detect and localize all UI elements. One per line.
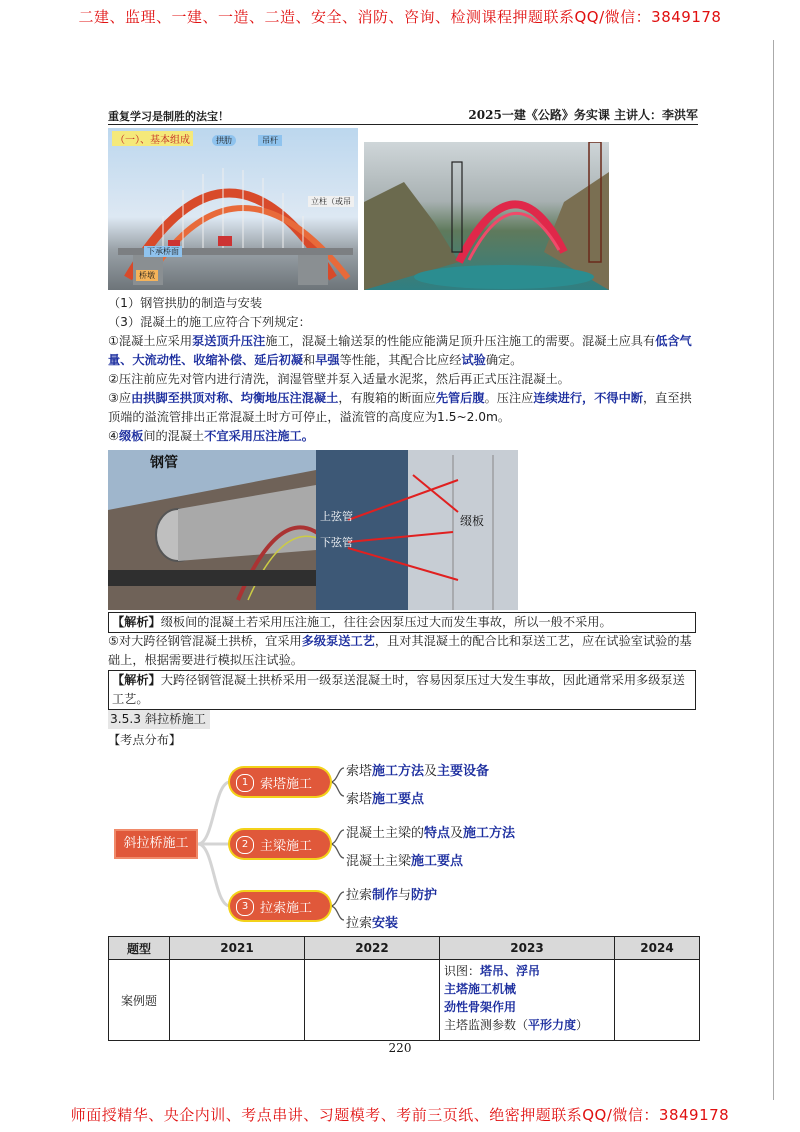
mindmap (110, 752, 700, 932)
header-cell: 题型 (109, 937, 170, 960)
emphasis: 特点 (424, 826, 451, 841)
para-rule-4 (108, 427, 698, 446)
header-rule (108, 124, 698, 125)
emphasis: 施工方法 (372, 764, 425, 779)
section-heading-353: 3.5.3 斜拉桥施工 (108, 710, 210, 729)
analysis-text: 缀板间的混凝土若采用压注施工，往往会因泵压过大而发生事故，所以一般不采用。 (160, 615, 612, 629)
branch-number-badge: 2 (236, 836, 254, 854)
row-label: 案例题 (109, 960, 170, 1041)
branch-number-badge: 1 (236, 774, 254, 792)
text: 拉索 (346, 888, 373, 903)
analysis-box-1 (108, 612, 696, 633)
header-motto: 重复学习是制胜的法宝！ (108, 110, 229, 123)
emphasis: 低含气量、大流动性、收缩补偿、延后初凝 (108, 334, 692, 367)
text: 间的混凝土 (143, 429, 205, 443)
cell-line (444, 980, 610, 998)
text: ，有腹箱的断面应 (338, 391, 436, 405)
callout-pier: 桥墩 (136, 270, 158, 281)
para-steel-rib: （1）钢管拱肋的制造与安装 (108, 296, 263, 310)
emphasis: 安装 (372, 916, 399, 931)
cell-2022 (305, 960, 440, 1041)
emphasis: 劲性骨架作用 (444, 1000, 517, 1014)
mindmap-branch-tower (230, 768, 330, 796)
mindmap-leaf (346, 850, 463, 869)
para-rule-3 (108, 389, 698, 427)
section-label: （一）、基本组成 (112, 131, 193, 146)
label-lower-chord: 下弦管 (320, 536, 353, 549)
emphasis: 试验 (461, 353, 486, 367)
emphasis: 先管后腹 (435, 391, 485, 405)
text: ，直至拱顶端的溢流管排出正常混凝土时方可停止，溢流管的高度应为1.5~2.0m。 (108, 391, 692, 424)
text: ⑤对大跨径钢管混凝土拱桥，宜采用 (108, 634, 302, 648)
emphasis: 早强 (315, 353, 340, 367)
cell-line (444, 998, 610, 1016)
emphasis: 施工方法 (463, 826, 516, 841)
text: 确定。 (485, 353, 523, 367)
text: 施工，混凝土输送泵的性能应能满足顶升压注施工的需要。混凝土应具有 (265, 334, 656, 348)
callout-deck: 下承桥面 (144, 246, 182, 257)
emphasis: 缀板 (118, 429, 144, 443)
header-course: 2025一建《公路》务实课 主讲人：李洪军 (468, 108, 698, 122)
text: 混凝土主梁的 (346, 826, 425, 841)
para-rule-2: ②压注前应先对管内进行清洗，润湿管壁并泵入适量水泥浆，然后再正式压注混凝土。 (108, 372, 570, 386)
callout-column: 立柱（或吊 (308, 196, 354, 207)
mindmap-leaf (346, 912, 398, 931)
para-rule-1 (108, 332, 698, 370)
text: 与 (398, 888, 412, 903)
emphasis: 防护 (411, 888, 438, 903)
cell-line (444, 1016, 610, 1034)
text: ①混凝土应采用 (108, 334, 193, 348)
header-cell: 2022 (305, 937, 440, 960)
text: 和 (303, 353, 316, 367)
cell-2021 (170, 960, 305, 1041)
branch-label: 主梁施工 (260, 839, 313, 854)
para-concrete-rules: （3）混凝土的施工应符合下列规定： (108, 315, 311, 329)
scan-edge (773, 40, 774, 1100)
analysis-tag: 【解析】 (112, 615, 161, 629)
mindmap-root: 斜拉桥施工 (114, 829, 198, 859)
emphasis: 多级泵送工艺 (301, 634, 375, 648)
mindmap-leaf (346, 760, 489, 779)
branch-number-badge: 3 (236, 898, 254, 916)
mindmap-leaf (346, 884, 437, 903)
text: ③应 (108, 391, 132, 405)
steel-pipe-photo (108, 450, 518, 610)
branch-label: 索塔施工 (260, 777, 313, 792)
emphasis: 平形力度 (528, 1018, 577, 1032)
text: 索塔 (346, 764, 373, 779)
text: 混凝土主梁 (346, 854, 412, 869)
header-cell: 2021 (170, 937, 305, 960)
table-row (109, 960, 700, 1041)
label-upper-chord: 上弦管 (320, 510, 353, 523)
emphasis: 连续进行，不得中断 (533, 391, 643, 405)
callout-hanger: 吊杆 (258, 135, 282, 146)
emphasis: 主要设备 (437, 764, 490, 779)
mindmap-branch-girder (230, 830, 330, 858)
analysis-box-2 (108, 670, 696, 710)
cell-line (444, 962, 610, 980)
text: 主塔监测参数（ (444, 1018, 529, 1032)
gorge-arch-photo (364, 142, 609, 290)
para-rule-5 (108, 632, 698, 670)
branch-label: 拉索施工 (260, 901, 313, 916)
label-web-plate: 缀板 (460, 514, 485, 528)
text: 识图： (444, 964, 481, 978)
arch-bridge-photo (108, 128, 358, 290)
callout-rib: 拱肋 (212, 135, 236, 146)
bottom-banner: 师面授精华、央企内训、考点串讲、习题模考、考前三页纸、绝密押题联系QQ/微信：3849178 (70, 1106, 730, 1124)
text: 拉索 (346, 916, 373, 931)
header-cell: 2023 (440, 937, 615, 960)
mindmap-leaf (346, 788, 424, 807)
label-steel-pipe: 钢管 (150, 455, 178, 471)
header-cell: 2024 (615, 937, 700, 960)
text: ） (576, 1018, 589, 1032)
text: 索塔 (346, 792, 373, 807)
table-header-row (109, 937, 700, 960)
mindmap-leaf (346, 822, 515, 841)
text: 及 (450, 826, 464, 841)
emphasis: 不宜采用压注施工。 (204, 429, 314, 443)
text: 等性能，其配合比应经 (339, 353, 462, 367)
text: 及 (424, 764, 438, 779)
emphasis: 塔吊、浮吊 (480, 964, 541, 978)
top-banner: 二建、监理、一建、一造、二造、安全、消防、咨询、检测课程押题联系QQ/微信：3849178 (78, 8, 722, 26)
cell-2024 (615, 960, 700, 1041)
emphasis: 主塔施工机械 (444, 982, 517, 996)
emphasis: 泵送顶升压注 (192, 334, 266, 348)
text: 。压注应 (484, 391, 534, 405)
analysis-text: 大跨径钢管混凝土拱桥采用一级泵送混凝土时，容易因泵压过大发生事故，因此通常采用多级泵送工艺。 (112, 673, 685, 706)
text: ④ (108, 429, 119, 443)
analysis-tag: 【解析】 (112, 673, 161, 687)
page-number: 220 (388, 1041, 412, 1055)
emphasis: 施工要点 (372, 792, 425, 807)
emphasis: 制作 (372, 888, 399, 903)
exam-table (108, 936, 700, 1041)
mindmap-branch-cable (230, 892, 330, 920)
text: ，且对其混凝土的配合比和泵送工艺，应在试验室试验的基础上，根据需要进行模拟压注试验。 (108, 634, 692, 667)
emphasis: 由拱脚至拱顶对称、均衡地压注混凝土 (131, 391, 339, 405)
emphasis: 施工要点 (411, 854, 464, 869)
exam-distribution-heading: 【考点分布】 (108, 733, 182, 747)
cell-2023 (440, 960, 615, 1041)
